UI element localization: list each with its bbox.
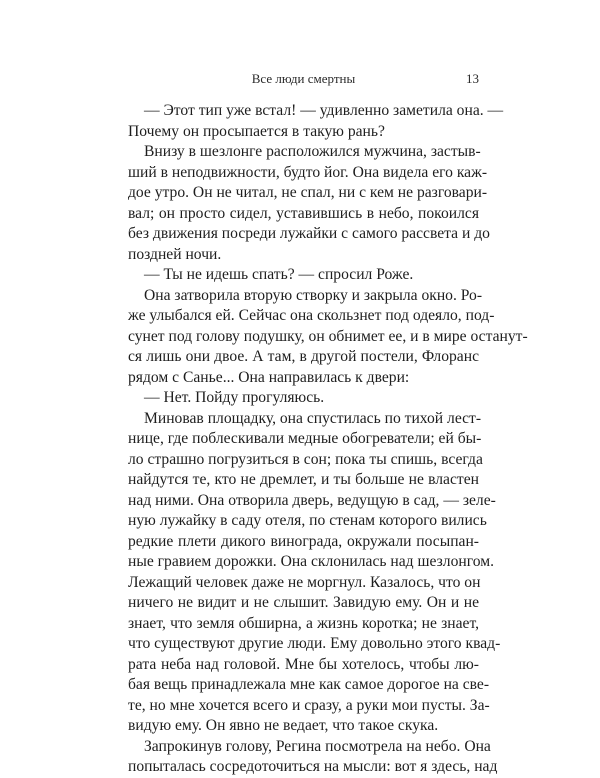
text-line: редкие плети дикого винограда, окружали посыпан- (128, 532, 479, 550)
running-title: Все люди смертны (251, 71, 356, 86)
text-line: — Этот тип уже встал! — удивленно заметила она. — (144, 102, 504, 119)
text-line: без движения посреди лужайки с самого рассвета и до (128, 225, 490, 242)
text-line: знает, что земля обширна, а жизнь коротка; не знает, (128, 614, 479, 632)
text-line: Миновав площадку, она спустилась по тихой лест- (144, 409, 482, 427)
text-line: попыталась сосредоточиться на мысли: вот я здесь, над (128, 758, 498, 775)
text-line: Почему он просыпается в такую рань? (128, 122, 385, 140)
text-line: — Нет. Пойду прогуляюсь. (144, 389, 325, 406)
text-line: над ними. Она отворила дверь, ведущую в сад, — зеле- (128, 491, 496, 509)
text-line: нице, где поблескивали медные обогреватели; ей бы- (128, 430, 482, 447)
text-line: сунет под голову подушку, он обнимет ее, и в мире останут- (128, 327, 528, 345)
text-line: рядом с Санье... Она направилась к двери: (128, 368, 410, 386)
text-line: вал; он просто сидел, уставившись в небо, покоился (128, 204, 479, 222)
text-line: — Ты не идешь спать? — спросил Роже. (144, 266, 414, 283)
text-line: ся лишь они двое. А там, в другой постели, Флоранс (128, 348, 479, 365)
text-line: что существуют другие люди. Ему довольно этого квад- (128, 635, 501, 652)
text-line: Запрокинув голову, Регина посмотрела на небо. Она (144, 737, 491, 755)
text-line: Внизу в шезлонге расположился мужчина, застыв- (144, 143, 481, 160)
text-line: видую ему. Он явно не ведает, что такое скука. (128, 717, 439, 734)
text-line: бая вещь принадлежала мне как самое дорогое на све- (128, 676, 490, 693)
text-line: ший в неподвижности, будто йог. Она видела его каж- (128, 163, 488, 181)
page-number: 13 (466, 71, 479, 86)
running-header (128, 71, 479, 89)
text-line: ничего не видит и не слышит. Завидую ему. Он и не (128, 594, 479, 611)
text-line: же улыбался ей. Сейчас она скользнет под одеяло, под- (128, 307, 495, 324)
text-line: найдутся те, кто не дремлет, и ты больше не властен (128, 471, 479, 488)
text-line: ные гравием дорожки. Она склонилась над шезлонгом. (128, 553, 494, 570)
text-line: ную лужайку в саду отеля, по стенам которого вились (128, 512, 487, 529)
text-line: Она затворила вторую створку и закрыла окно. Ро- (144, 286, 483, 304)
text-line: те, но мне хочется всего и сразу, а руки мои пусты. За- (128, 696, 490, 714)
text-line: ло страшно погрузиться в сон; пока ты спишь, всегда (128, 450, 483, 468)
body-text (128, 101, 528, 778)
text-line: Лежащий человек даже не моргнул. Казалось, что он (128, 573, 481, 591)
text-line: рата неба над головой. Мне бы хотелось, чтобы лю- (128, 655, 479, 673)
text-line: поздней ночи. (128, 245, 222, 263)
text-line: дое утро. Он не читал, не спал, ни с кем не разговари- (128, 184, 488, 201)
